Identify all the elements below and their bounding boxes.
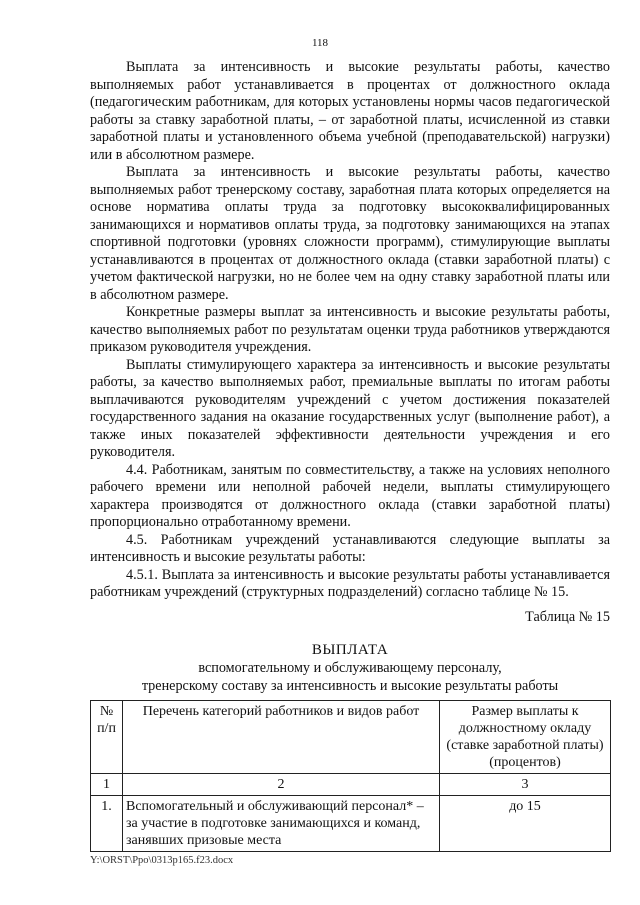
payment-table bbox=[90, 700, 611, 852]
document-body bbox=[90, 59, 610, 602]
paragraph-4-5: 4.5. Работникам учреждений устанавливаются следующие выплаты за интенсивность и высокие результаты работы: bbox=[90, 531, 610, 565]
paragraph-specific-amounts: Конкретные размеры выплат за интенсивность и высокие результаты работы, качество выполняемых работ по результатам оценки труда работников утверждаются приказом руководителя учреждения. bbox=[90, 304, 610, 355]
table-title-heading: ВЫПЛАТА bbox=[311, 642, 389, 658]
row-category: Вспомогательный и обслуживающий персонал* – за участие в подготовке занимающихся и команд, занявших призовые места bbox=[123, 796, 440, 852]
table-title-line-1: вспомогательному и обслуживающему персоналу, bbox=[198, 660, 502, 676]
paragraph-managers-payments: Выплаты стимулирующего характера за интенсивность и высокие результаты работы, за качество выполняемых работ, премиальные выплаты по итогам работы выплачиваются руководителям учреждений с учетом достижения показателей государственного задания на оказание государственных услуг (выполнение работ), а также иных показателей эффективности деятельности учреждения и его руководителя. bbox=[90, 356, 610, 460]
column-number-1: 1 bbox=[91, 774, 123, 796]
column-number-2: 2 bbox=[123, 774, 440, 796]
header-category: Перечень категорий работников и видов работ bbox=[123, 701, 440, 774]
table-header-row bbox=[91, 701, 611, 774]
paragraph-intensity-payment: Выплата за интенсивность и высокие результаты работы, качество выполняемых работ устанавливается в процентах от должностного оклада (педагогическим работникам, для которых установлены нормы часов педагогической работы за ставку заработной платы, – от заработной платы, исчисленной из ставки заработной платы и установленного объема учебной (преподавательской) нагрузки) или в абсолютном размере. bbox=[90, 59, 610, 163]
paragraph-coaching-staff: Выплата за интенсивность и высокие результаты работы, качество выполняемых работ тренерскому составу, заработная плата которых определяется на основе норматива оплаты труда за подготовку высококвалифицированных занимающихся и нормативов оплаты труда, за подготовку занимающихся на этапах спортивной подготовки (уровнях сложности программ), стимулирующие выплаты устанавливаются в процентах от должностного оклада (ставки заработной платы) с учетом фактической нагрузки, но не более чем на одну ставку заработной платы или в абсолютном размере. bbox=[90, 164, 610, 303]
column-number-3: 3 bbox=[440, 774, 611, 796]
paragraph-4-5-1: 4.5.1. Выплата за интенсивность и высокие результаты работы устанавливается работникам учреждений (структурных подразделений) согласно таблице № 15. bbox=[90, 566, 610, 600]
row-size: до 15 bbox=[440, 796, 611, 852]
table-title-line-2: тренерскому составу за интенсивность и высокие результаты работы bbox=[141, 678, 559, 694]
table-caption: Таблица № 15 bbox=[525, 609, 610, 625]
table-title bbox=[90, 641, 610, 695]
footer-file-path: Y:\ORST\Ppo\0313p165.f23.docx bbox=[90, 855, 234, 866]
header-num: № п/п bbox=[91, 701, 123, 774]
table-row bbox=[91, 796, 611, 852]
paragraph-4-4: 4.4. Работникам, занятым по совместительству, а также на условиях неполного рабочего времени или неполной рабочей недели, выплаты стимулирующего характера производятся от должностного оклада (ставки заработной платы) пропорционально отработанному времени. bbox=[90, 461, 610, 530]
row-num: 1. bbox=[91, 796, 123, 852]
header-size: Размер выплаты к должностному окладу (ставке заработной платы) (процентов) bbox=[440, 701, 611, 774]
table-column-number-row bbox=[91, 774, 611, 796]
page-number: 118 bbox=[311, 37, 329, 49]
